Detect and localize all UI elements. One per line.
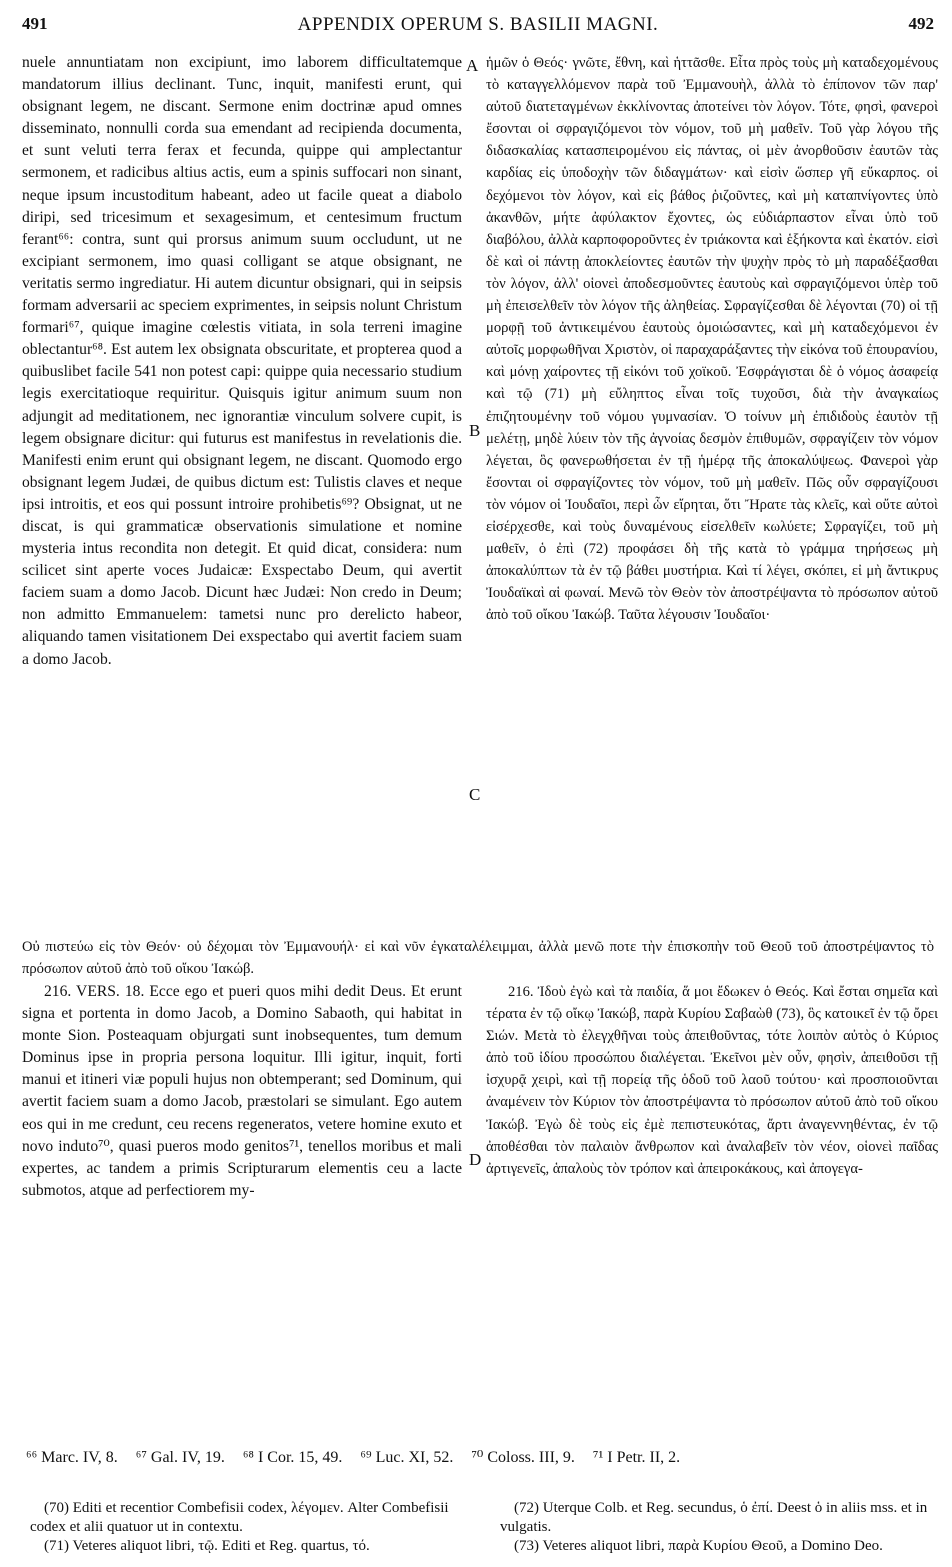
page-number-right: 492 <box>908 14 934 33</box>
greek-paragraph-bottom: 216. Ἰδοὺ ἐγὼ καὶ τὰ παιδία, ἅ μοι ἔδωκεν ὁ Θεός. Καὶ ἔσται σημεῖα καὶ τέρατα ἐν τῷ οἴκῳ Ἰακώβ, παρὰ Κυρίου Σαβαὼθ (73), ὃς κατοικεῖ ἐν τῷ ὄρει Σιών. Μετὰ τὸ ἐλεγχθῆναι τοὺς ἀπειθοῦντας, τότε λοιπὸν αὐτὸς ὁ Κύριος ἀπὸ τοῦ ἰδίου προσώπου διαλέγεται. Ἐκεῖνοι μὲν οὖν, φησὶν, ἀπειθοῦσι τῇ ἰσχυρᾷ χειρὶ, καὶ τῇ πορείᾳ τῆς ὁδοῦ τοῦ λαοῦ τούτου· καὶ προσποιοῦνται ἀναμένειν τὸν Κύριον τὸν ἀποστρέψαντα τὸ πρόσωπον αὐτοῦ ἀπὸ τοῦ οἴκου Ἰακώβ. Ἐγὼ δὲ τοὺς εἰς ἐμὲ πεπιστευκότας, ἄρτι ἀναγεννηθέντας, ἐν τῷ ἀποθέσθαι τὸν παλαιὸν ἄνθρωπον καὶ ἀναλαβεῖν τὸν νέον, οἱονεὶ παῖδας ἀρτιγενεῖς, ἁπαλοὺς τὸν τρόπον καὶ ἀπειροκάκους, καὶ ἀπογεγα- <box>486 984 938 1177</box>
section-marker-c: C <box>469 785 481 804</box>
latin-paragraph-bottom: 216. VERS. 18. Ecce ego et pueri quos mihi dedit Deus. Et erunt signa et portenta in domo Jacob, a Domino Sabaoth, qui habitat in monte Sion. Posteaquam objurgati sunt inobsequentes, tum demum Dominus ipse in propria persona loquitur. Illi igitur, inquit, forti manui et itineri viæ populi hujus non obtemperant; sed Dominum, qui avertit faciem suam a domo Jacob, præstolari se simulant. Ego autem eos qui in me credunt, ceu recens regeneratos, vetere homine exuto et novo induto⁷⁰, quasi pueros modo genitos⁷¹, tenellos moribus et mali expertes, ac tandem a primis Scripturarum elementis ceu a lacte submotos, atque ad perfectiorem my- <box>22 983 462 1199</box>
scripture-references <box>26 1447 936 1467</box>
section-marker-d: D <box>469 1150 482 1169</box>
reference-item: ⁶⁸ I Cor. 15, 49. <box>242 1449 343 1466</box>
greek-column-bottom <box>486 981 938 1180</box>
reference-item: ⁷⁰ Coloss. III, 9. <box>471 1449 575 1466</box>
reference-item: ⁷¹ I Petr. II, 2. <box>592 1449 681 1466</box>
footnote: (70) Editi et recentior Combefisii codex, λέγομεν. Alter Combefisii codex et alii quatuor ut in contextu. <box>30 1500 449 1535</box>
footnotes-left <box>30 1499 460 1556</box>
latin-paragraph-top: nuele annuntiatam non excipiunt, imo laborem difficultatemque mandatorum illius declinant. Tunc, inquit, manifesti erunt, qui obsignant legem, ne discant. Sermone enim doctrinæ apud omnes disseminato, nonnulli corda sua emendant ad recipienda documenta, et sunt veluti terra ferax et fecunda, quippe qui amplectantur sermonem, et radicibus altius actis, eum a spinis suffocari non sinant, neque ipsum incustoditum habeant, adeo ut facile queat a diabolo diripi, sed tricesimum et sexagesimum, et centesimum fructum ferant⁶⁶: contra, sunt qui prorsus animum suum occludunt, ut ne excipiant sermonem, imo quasi colligant se atque obsignant, ne veritatis sermo ingrediatur. Hi autem dicuntur obsignari, qui in seipsis formam adversarii ac speciem exprimentes, in seipsis nolunt Christum formari⁶⁷, quique imagine cœlestis vitiata, in sola terreni imagine oblectantur⁶⁸. Est autem lex obsignata obscuritate, et propterea quod a quibuslibet facile 541 non potest capi: quippe quia necessario studium legis exercitatioque requiritur. Quisquis igitur animum suum non adjungit ad meditationem, nec ignorantiæ vinculum solvere cupit, is legem obsignare dicitur: qui futurus est manifestus in revelationis die. Manifesti enim erunt qui obsignant legem, ne discant. Quomodo ergo obsignant legem Judæi, de quibus dictum est: Tulistis claves et neque ipsi introitis, et eos qui possunt introire prohibetis⁶⁹? Obsignat, ut ne discat, is qui grammaticæ observationis simulatione et nomine mysteria intus recondita non detegit. Et quid dicat, considera: num scilicet sint aperte voces Judaicæ: Exspectabo Deum, qui avertit faciem suam a domo Jacob. Dicunt hæc Judæi: Non credo in Deum; non admitto Emmanuelem: tametsi nunc pro derelicto habeor, aliquando tamen visitationem Dei exspectabo qui avertit faciem suam a domo Jacob. <box>22 54 462 668</box>
section-marker-b: B <box>469 421 481 440</box>
reference-item: ⁶⁹ Luc. XI, 52. <box>360 1449 454 1466</box>
latin-column-top <box>22 52 462 671</box>
greek-spanning-line <box>22 936 934 980</box>
footnote: (71) Veteres aliquot libri, τῷ. Editi et Reg. quartus, τό. <box>44 1538 370 1554</box>
page-number-left: 491 <box>22 14 48 33</box>
footnote: (73) Veteres aliquot libri, παρὰ Κυρίου Θεοῦ, a Domino Deo. <box>514 1538 883 1554</box>
latin-column-bottom <box>22 981 462 1202</box>
greek-paragraph-top: ἡμῶν ὁ Θεός· γνῶτε, ἔθνη, καὶ ἡττᾶσθε. Εἶτα πρὸς τοὺς μὴ καταδεχομένους τὸ καταγγελλόμενον παρὰ τοῦ Ἐμμανουὴλ, ἀλλὰ τὸ ἐπίπονον τῶν παρ' αὐτοῦ διατεταγμένων ἐκκλίνοντας ἀποτείνει τὸν λόγον. Τότε, φησὶ, φανεροὶ ἔσονται οἱ σφραγιζόμενοι τὸν νόμον, τοῦ μὴ μαθεῖν. Τοῦ γὰρ λόγου τῆς διδασκαλίας κατασπειρομένου εἰς πάντας, οἱ μὲν ἀνορθοῦσιν ἑαυτῶν τὰς καρδίας εἰς ὑποδοχὴν τῶν διδαγμάτων· καὶ εἰσὶν ὥσπερ γῆ εὔκαρπος. οἱ δεχόμενοι τὸν λόγον, καὶ εἰς βάθος ῥιζοῦντες, καὶ μὴ καταπνίγοντες ὑπὸ ἀκανθῶν, μήτε ἀφύλακτον ἔχοντες, ὡς εὐδιάρπαστον εἶναι ὑπὸ τοῦ διαβόλου, ἀλλὰ καρποφοροῦντες ἐν τριάκοντα καὶ ἑξήκοντα καὶ ἑκατόν. εἰσὶ δὲ καὶ οἱ πάντῃ ἀποκλείοντες ἑαυτῶν τὴν ψυχὴν πρὸς τὸ μὴ παραδέξασθαι τὸν λόγον, ἀλλ' οἱονεὶ ἀποδεσμοῦντες ἑαυτοὺς καὶ σφραγιζόμενοι ὑπὲρ τοῦ μὴ ἐπεισελθεῖν τὸν λόγον τῆς ἀληθείας. Σφραγίζεσθαι δὲ λέγονται (70) οἱ τῇ μορφῇ τοῦ ἀντικειμένου ἑαυτοὺς ὁμοιώσαντες, καὶ μὴ καταδεχόμενοι ἐν αὐτοῖς μορφωθῆναι Χριστὸν, οἱ παραχαράξαντες τὴν εἰκόνα τοῦ ἐπουρανίου, καὶ μόνῃ χαίροντες τῇ εἰκόνι τοῦ χοϊκοῦ. Ἐσφράγισται δὲ ὁ νόμος ἀσαφείᾳ καὶ τῷ (71) μὴ εὔληπτος εἶναι τοῖς τυχοῦσι, διὰ τὴν ἀναγκαίως ἐπιζητουμένην τοῦ νόμου γυμνασίαν. Ὁ τοίνυν μὴ ἐπιδιδοὺς ἑαυτὸν τῇ μελέτῃ, μηδὲ λύειν τὸν τῆς ἀγνοίας δεσμὸν ἐπιθυμῶν, σφραγίζειν τὸν νόμον λέγεται, ὃς φανερωθήσεται ἐν τῇ ἡμέρᾳ τῆς ἀποκαλύψεως. Φανεροὶ γὰρ ἔσονται οἱ σφραγίζοντες τὸν νόμον, τοῦ μὴ μαθεῖν. Πῶς οὖν σφραγίζουσι τὸν νόμον οἱ Ἰουδαῖοι, περὶ ὧν εἴρηται, ὅτι Ἤρατε τὰς κλεῖς, καὶ οὔτε αὐτοὶ εἰσέρχεσθε, καὶ τοὺς δυναμένους εἰσελθεῖν κωλύετε; Σφραγίζει, τοῦ μὴ μαθεῖν, ὁ ἐπὶ (72) προφάσει δὴ τῆς κατὰ τὸ γράμμα τηρήσεως μὴ ἀποκαλύπτων τὰ ἐν τῷ βάθει μυστήρια. Καὶ τί λέγει, σκόπει, εἰ μὴ ἄντικρυς Ἰουδαϊκαὶ αἱ φωναί. Μενῶ τὸν Θεὸν τὸν ἀποστρέψαντα τὸ πρόσωπον αὐτοῦ ἀπὸ τοῦ οἴκου Ἰακώβ. Ταῦτα λέγουσιν Ἰουδαῖοι· <box>486 55 938 624</box>
page-header <box>22 14 934 44</box>
footnote: (72) Uterque Colb. et Reg. secundus, ὁ ἐπί. Deest ὁ in aliis mss. et in vulgatis. <box>500 1500 928 1535</box>
reference-item: ⁶⁶ Marc. IV, 8. <box>26 1449 118 1466</box>
greek-column-top <box>486 52 938 626</box>
footnotes-right <box>500 1499 932 1556</box>
greek-span-text: Οὐ πιστεύω εἰς τὸν Θεόν· οὐ δέχομαι τὸν Ἐμμανουήλ· εἰ καὶ νῦν ἐγκαταλέλειμμαι, ἀλλὰ μενῶ ποτε τὴν ἐπισκοπὴν τοῦ Θεοῦ τοῦ ἀποστρέψαντος τὸ πρόσωπον αὐτοῦ ἀπὸ τοῦ οἴκου Ἰακώβ. <box>22 939 934 977</box>
running-title: APPENDIX OPERUM S. BASILII MAGNI. <box>297 14 659 35</box>
section-marker-a: A <box>466 56 479 75</box>
reference-item: ⁶⁷ Gal. IV, 19. <box>135 1449 225 1466</box>
